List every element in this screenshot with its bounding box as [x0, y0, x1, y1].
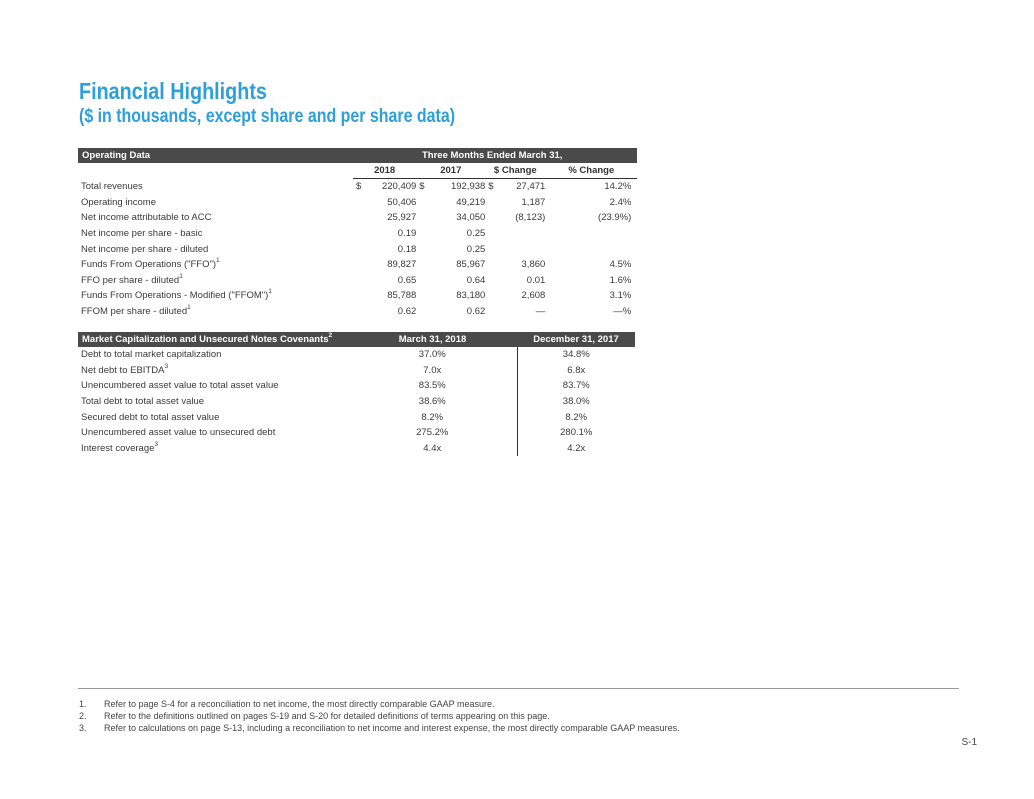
currency-2018 [353, 304, 361, 320]
value-2017: 49,219 [456, 196, 486, 208]
row-label-text: Unencumbered asset value to unsecured debt [81, 427, 276, 439]
row-label-text: Total debt to total asset value [81, 396, 205, 408]
currency-2017 [416, 288, 426, 304]
row-label [78, 394, 348, 410]
row-label-text: Total revenues [81, 181, 143, 193]
value-march-2018: 8.2% [421, 411, 444, 423]
footnote-text: Refer to page S-4 for a reconciliation to net income, the most directly comparable GAAP measure. [104, 699, 495, 709]
currency-change [485, 241, 495, 257]
row-label [78, 257, 353, 273]
value-pct-change: (23.9%) [598, 212, 632, 224]
value-pct-change: 14.2% [604, 181, 632, 193]
currency-change [485, 257, 495, 273]
value-2018: 85,788 [387, 290, 417, 302]
currency-change [485, 210, 495, 226]
operating-header-row [78, 148, 637, 163]
value-2018: 0.18 [397, 243, 417, 255]
value-pct-change [545, 226, 637, 242]
row-label [78, 210, 353, 226]
row-label [78, 304, 353, 320]
market-row [78, 394, 635, 410]
market-row [78, 441, 635, 457]
row-label [78, 363, 348, 379]
row-label-text: Interest coverage [81, 442, 155, 454]
value-dec-2017: 38.0% [517, 394, 635, 410]
value-pct-change [545, 241, 637, 257]
currency-change [485, 226, 495, 242]
col-2018-header: 2018 [353, 163, 416, 179]
value-dec-2017: 83.7% [517, 378, 635, 394]
value-dec-2017: 280.1% [517, 425, 635, 441]
row-label-text: Net income per share - diluted [81, 243, 209, 255]
currency-change: $ [488, 181, 494, 193]
currency-2017 [416, 304, 426, 320]
value-2017: 0.25 [466, 243, 486, 255]
currency-2017 [416, 210, 426, 226]
footnote-ref: 3 [164, 362, 169, 370]
row-label [78, 347, 348, 363]
operating-row [78, 304, 637, 320]
footnote [79, 711, 550, 721]
currency-2017: $ [419, 181, 425, 193]
value-pct-change: 1.6% [609, 274, 632, 286]
currency-change [485, 304, 495, 320]
page-subtitle: ($ in thousands, except share and per share data) [79, 106, 456, 127]
footnote-ref: 1 [179, 272, 183, 280]
value-dec-2017: 34.8% [517, 347, 635, 363]
currency-2018 [353, 210, 361, 226]
currency-change [485, 273, 495, 289]
footnote-number: 2. [79, 711, 87, 721]
page-title: Financial Highlights [79, 78, 267, 104]
currency-2018 [353, 241, 361, 257]
value-change [495, 226, 545, 242]
row-label [78, 195, 353, 211]
value-2018: 25,927 [387, 212, 417, 224]
value-march-2018: 38.6% [418, 396, 446, 408]
currency-2018 [353, 273, 361, 289]
row-label [78, 273, 353, 289]
currency-2018 [353, 226, 361, 242]
operating-row [78, 210, 637, 226]
currency-2017 [416, 273, 426, 289]
value-march-2018: 4.4x [423, 442, 442, 454]
value-march-2018: 275.2% [416, 427, 449, 439]
footnote-ref: 1 [187, 304, 191, 312]
market-cap-header: Market Capitalization and Unsecured Notes Covenants$^2$ [78, 332, 348, 347]
market-header-row [78, 332, 635, 347]
row-label-text: Funds From Operations - Modified ("FFOM") [81, 290, 269, 302]
page-number: S-1 [961, 737, 977, 748]
row-label-text: FFO per share - diluted [81, 274, 180, 286]
value-2018: 220,409 [381, 181, 417, 193]
operating-row [78, 257, 637, 273]
value-change: 1,187 [521, 196, 546, 208]
value-march-2018: 83.5% [418, 380, 446, 392]
operating-row [78, 288, 637, 304]
value-2017: 34,050 [456, 212, 486, 224]
row-label-text: Debt to total market capitalization [81, 349, 222, 361]
market-row [78, 363, 635, 379]
value-march-2018: 37.0% [418, 349, 446, 361]
currency-change [485, 195, 495, 211]
market-cap-table [78, 332, 635, 456]
value-2018: 89,827 [387, 259, 417, 271]
value-change: (8,123) [515, 212, 546, 224]
row-label [78, 378, 348, 394]
value-change [495, 241, 545, 257]
row-label-text: Net income per share - basic [81, 228, 203, 240]
currency-2017 [416, 241, 426, 257]
footnote-ref: 3 [154, 440, 159, 448]
footnote-number: 3. [79, 723, 87, 733]
row-label-text: Funds From Operations ("FFO") [81, 259, 217, 271]
market-row [78, 347, 635, 363]
row-label [78, 409, 348, 425]
row-label-text: Net income attributable to ACC [81, 212, 212, 224]
operating-data-header: Operating Data [78, 148, 353, 163]
row-label-text: FFOM per share - diluted [81, 306, 188, 318]
operating-row [78, 226, 637, 242]
currency-2018: $ [356, 181, 362, 193]
row-label-text: Net debt to EBITDA [81, 364, 165, 376]
value-2018: 0.19 [397, 228, 417, 240]
row-label [78, 288, 353, 304]
currency-2017 [416, 257, 426, 273]
value-pct-change: 4.5% [609, 259, 632, 271]
market-row [78, 378, 635, 394]
value-2017: 0.62 [466, 306, 486, 318]
value-pct-change: 3.1% [609, 290, 632, 302]
footnote-ref: 1 [268, 288, 272, 296]
currency-2017 [416, 195, 426, 211]
value-2018: 0.65 [397, 274, 417, 286]
row-label-text: Secured debt to total asset value [81, 411, 220, 423]
row-label [78, 441, 348, 457]
row-label [78, 226, 353, 242]
operating-column-headers [78, 163, 637, 179]
footnote-number: 1. [79, 699, 87, 709]
value-2017: 192,938 [450, 181, 486, 193]
currency-2018 [353, 288, 361, 304]
operating-row [78, 241, 637, 257]
col-2017-header: 2017 [416, 163, 485, 179]
value-2017: 0.25 [466, 228, 486, 240]
currency-2018 [353, 257, 361, 273]
col-pct-header: % Change [545, 163, 637, 179]
market-row [78, 425, 635, 441]
currency-change [485, 288, 495, 304]
row-label [78, 425, 348, 441]
footnote-divider [78, 688, 959, 689]
footnote-text: Refer to the definitions outlined on pages S-19 and S-20 for detailed definitions of terms appearing on this page. [104, 711, 550, 721]
value-2017: 85,967 [456, 259, 486, 271]
value-change: 3,860 [521, 259, 546, 271]
value-2018: 0.62 [397, 306, 417, 318]
row-label [78, 179, 353, 195]
value-march-2018: 7.0x [423, 364, 442, 376]
value-dec-2017: 4.2x [517, 441, 635, 457]
value-pct-change: —% [613, 306, 632, 318]
value-change: 27,471 [516, 181, 546, 193]
value-2018: 50,406 [387, 196, 417, 208]
value-2017: 83,180 [456, 290, 486, 302]
value-change: 0.01 [526, 274, 546, 286]
value-change: 2,608 [521, 290, 546, 302]
row-label-text: Unencumbered asset value to total asset value [81, 380, 279, 392]
operating-row [78, 179, 637, 195]
value-2017: 0.64 [466, 274, 486, 286]
currency-2018 [353, 195, 361, 211]
operating-row [78, 195, 637, 211]
col-change-header: $ Change [485, 163, 545, 179]
operating-row [78, 273, 637, 289]
value-change: — [535, 306, 546, 318]
currency-2017 [416, 226, 426, 242]
footnote [79, 723, 680, 733]
period-header: Three Months Ended March 31, [353, 148, 637, 163]
operating-data-table [78, 148, 637, 319]
row-label-text: Operating income [81, 196, 156, 208]
value-dec-2017: 6.8x [517, 363, 635, 379]
footnote-text: Refer to calculations on page S-13, including a reconciliation to net income and interest expense, the most directly comparable GAAP measures. [104, 723, 680, 733]
market-row [78, 409, 635, 425]
value-dec-2017: 8.2% [517, 409, 635, 425]
col-march-2018-header: March 31, 2018 [348, 332, 517, 347]
col-dec-2017-header: December 31, 2017 [517, 332, 635, 347]
row-label [78, 241, 353, 257]
footnote [79, 699, 495, 709]
footnote-ref: 1 [216, 257, 220, 265]
value-pct-change: 2.4% [609, 196, 632, 208]
